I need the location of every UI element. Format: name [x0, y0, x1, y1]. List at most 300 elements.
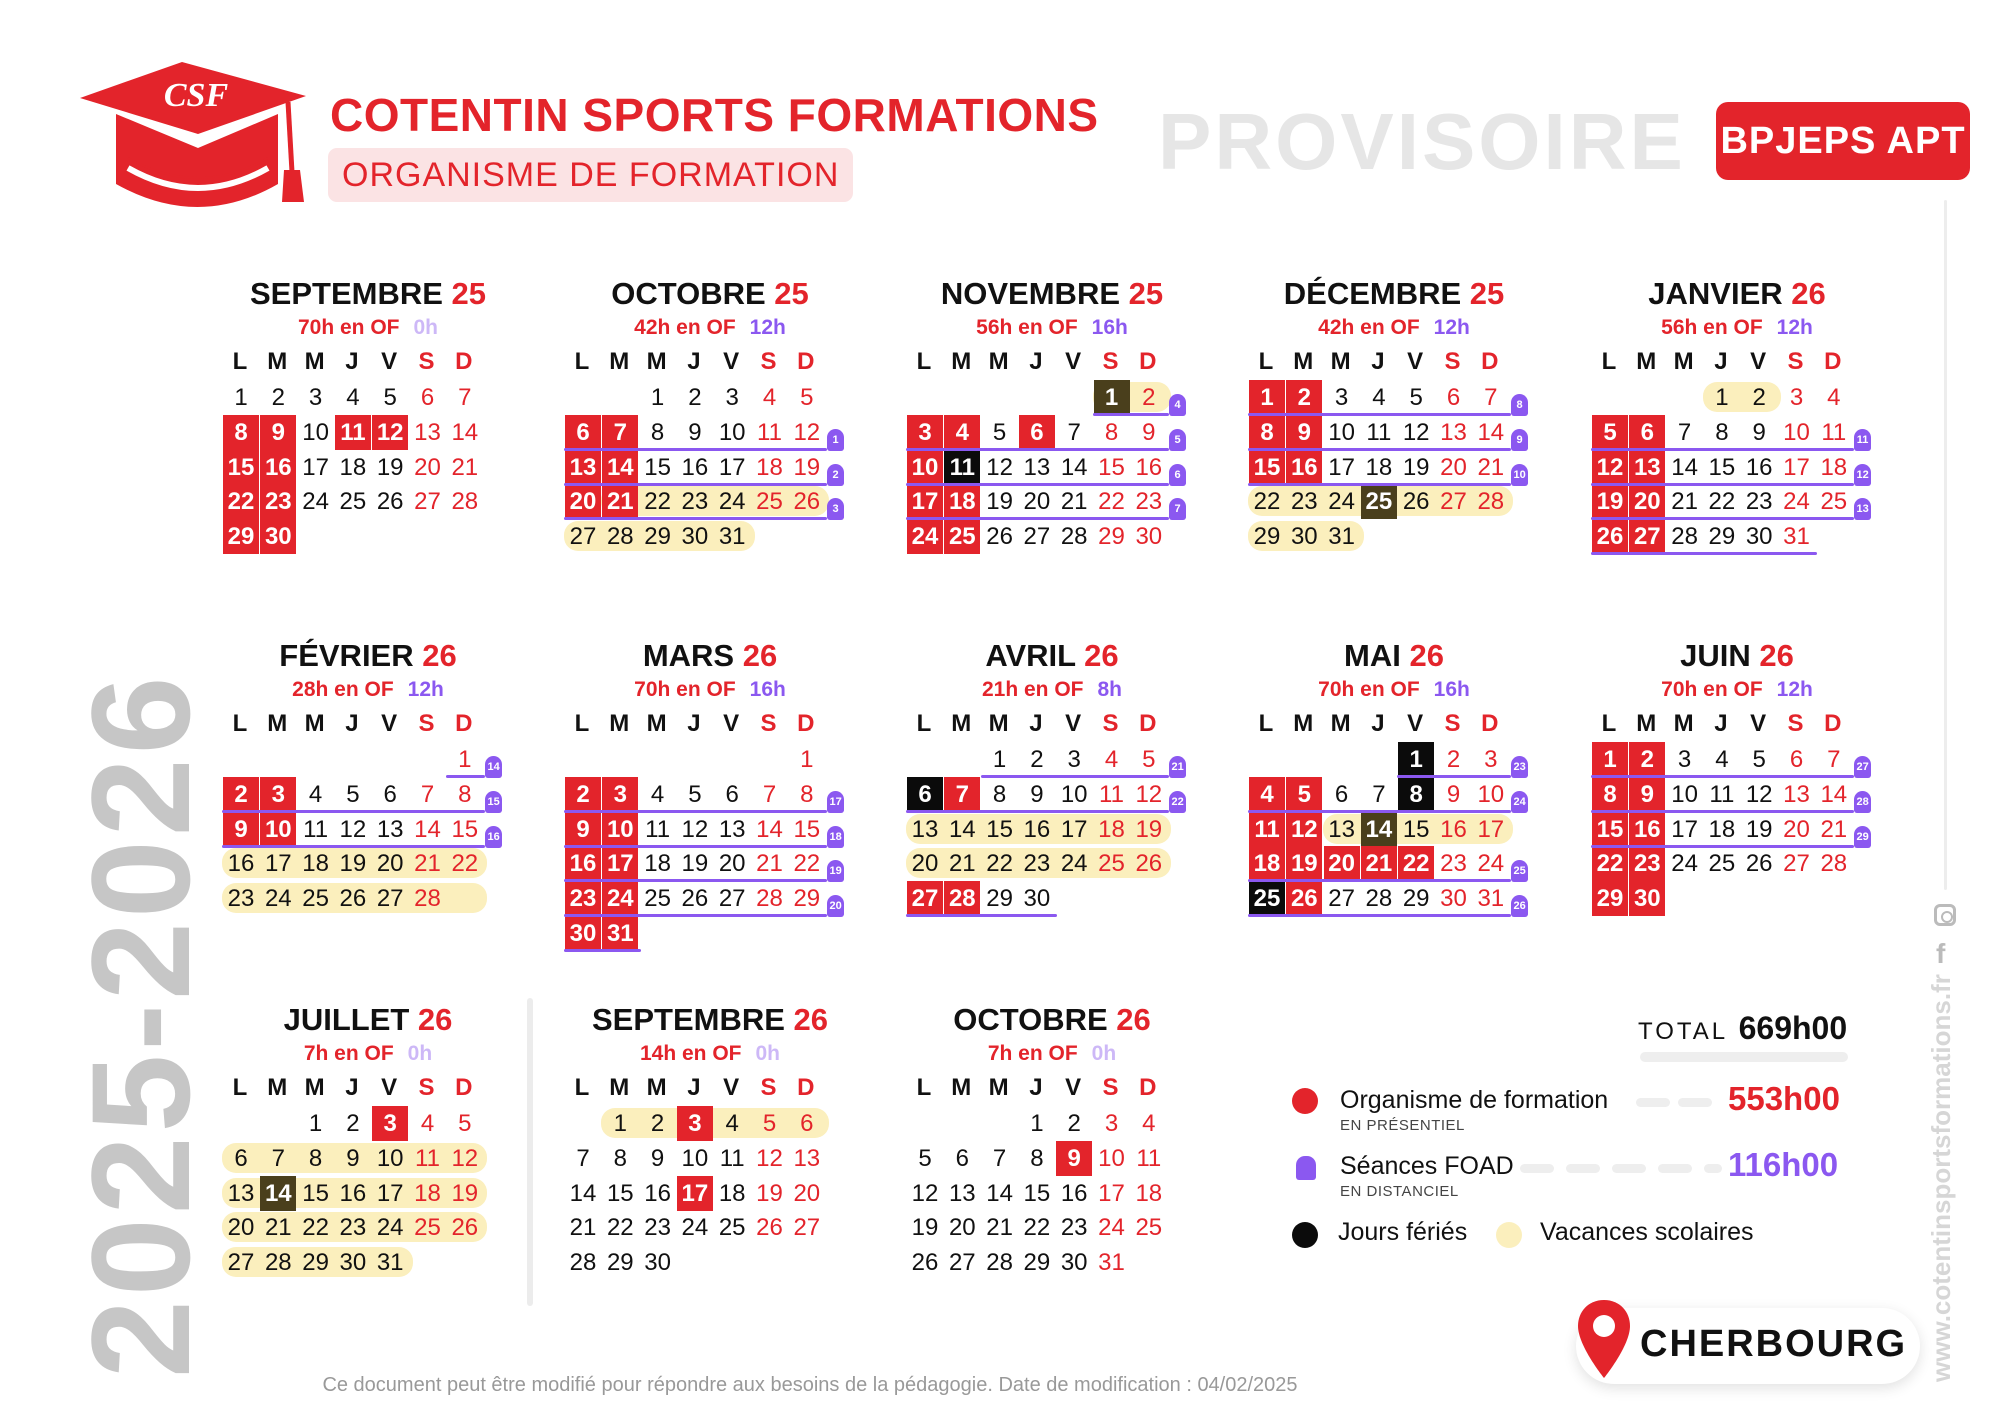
day-cell: 15: [1708, 453, 1736, 481]
day-cell: 26: [986, 523, 1013, 551]
day-cell: 21: [414, 850, 441, 878]
weekday-header: L: [916, 1074, 932, 1101]
foad-session-tab: 27: [1854, 756, 1871, 778]
weekday-header: J: [687, 348, 701, 375]
day-cell: 21: [756, 850, 783, 878]
month-year: 26: [1409, 638, 1444, 673]
month-name: DÉCEMBRE: [1283, 276, 1470, 311]
total-value: 669h00: [1738, 1010, 1848, 1046]
day-cell: 6: [383, 780, 397, 808]
day-cell: 8: [458, 780, 472, 808]
day-cell: 4: [762, 384, 777, 411]
month-hours: [896, 1042, 1208, 1066]
day-cell: 24: [302, 488, 329, 516]
day-cell: 8: [223, 415, 259, 450]
day-cell: 27: [414, 488, 441, 516]
day-cell: 8: [650, 418, 665, 446]
day-cell: 30: [1629, 881, 1665, 916]
day-cell: 20: [414, 453, 441, 481]
day-cell: 4: [650, 780, 665, 808]
day-cell: 5: [1752, 746, 1766, 773]
day-cell: 14: [569, 1179, 597, 1207]
day-cell: 22: [1398, 846, 1434, 881]
day-cell: 7: [271, 1144, 285, 1172]
day-cell: 17: [1098, 1179, 1125, 1207]
day-cell: 1: [992, 746, 1007, 773]
foad-session-line: [1248, 483, 1511, 486]
of-hours: 42h en OF: [634, 316, 736, 339]
day-cell: 15: [793, 815, 821, 843]
day-cell: 22: [1708, 488, 1736, 516]
day-cell: 15: [302, 1179, 329, 1207]
day-cell: 10: [602, 812, 638, 847]
day-cell: 23: [1440, 850, 1467, 878]
map-pin-icon: [1576, 1298, 1632, 1382]
month-hours: [212, 1042, 524, 1066]
weekday-header: S: [760, 1074, 777, 1101]
day-cell: 18: [1820, 453, 1848, 481]
foad-legend-sub: EN DISTANCIEL: [1340, 1183, 1459, 1200]
month-name: SEPTEMBRE: [591, 1002, 794, 1037]
day-cell: 4: [1372, 384, 1386, 411]
day-cell: 17: [602, 846, 638, 881]
day-cell: 30: [1745, 523, 1773, 551]
day-cell: 21: [1671, 488, 1698, 516]
day-cell: 1: [800, 746, 814, 773]
foad-hours: 12h: [749, 316, 786, 339]
vacation-legend-label: Vacances scolaires: [1540, 1218, 1754, 1246]
day-cell: 12: [1402, 418, 1430, 446]
day-cell: 27: [948, 1249, 976, 1277]
of-hours: 56h en OF: [1661, 316, 1763, 339]
day-cell: 22: [302, 1214, 329, 1242]
day-cell: 23: [1629, 846, 1665, 881]
of-hours: 28h en OF: [292, 678, 394, 701]
day-cell: 10: [302, 418, 329, 446]
month-title: [896, 638, 1208, 674]
day-cell: 31: [1098, 1249, 1125, 1277]
total-underline: [1640, 1052, 1848, 1062]
day-grid: [1238, 708, 1550, 922]
weekday-header: M: [988, 710, 1009, 737]
day-cell: 25: [1820, 488, 1848, 516]
day-cell: 16: [1135, 453, 1163, 481]
leader-dash: [1612, 1164, 1646, 1173]
day-cell: 16: [1286, 450, 1322, 485]
day-cell: 11: [1709, 780, 1735, 808]
day-cell: 22: [1253, 488, 1281, 516]
day-cell: 21: [264, 1214, 292, 1242]
foad-session-line: [564, 517, 827, 520]
foad-hours: 0h: [1091, 1042, 1117, 1065]
day-cell: 10: [1477, 780, 1505, 808]
day-cell: 9: [223, 812, 259, 847]
weekday-header: S: [418, 348, 435, 375]
foad-session-tab: 2: [827, 464, 844, 486]
day-cell: 19: [1402, 453, 1430, 481]
day-cell: 15: [606, 1179, 634, 1207]
day-cell: 13: [911, 815, 939, 843]
day-cell: 1: [1249, 380, 1285, 415]
foad-session-tab: 16: [485, 826, 502, 848]
foad-session-tab: 21: [1169, 756, 1186, 778]
weekday-header: V: [1065, 710, 1082, 737]
day-cell: 20: [1440, 453, 1467, 481]
foad-session-tab: 5: [1169, 429, 1186, 451]
month-year: 25: [1128, 276, 1164, 311]
day-cell: 3: [1677, 746, 1692, 773]
day-cell: 29: [1098, 523, 1125, 551]
day-cell: 3: [1484, 746, 1498, 773]
day-cell: 3: [1067, 746, 1081, 773]
month-title: [212, 638, 524, 674]
foad-session-line: [1591, 775, 1854, 778]
foad-session-tab: 24: [1511, 791, 1528, 813]
day-cell: 30: [1135, 523, 1163, 551]
day-cell: 10: [1328, 418, 1355, 446]
day-cell: 22: [1098, 488, 1125, 516]
weekday-header: M: [267, 710, 288, 737]
weekday-header: J: [1029, 1074, 1043, 1101]
foad-session-tab: 14: [485, 756, 502, 778]
day-cell: 4: [1104, 746, 1119, 773]
holiday-legend-dot: [1292, 1222, 1318, 1248]
month-name: OCTOBRE: [611, 276, 775, 311]
day-cell: 26: [1286, 881, 1322, 916]
day-cell: 1: [308, 1110, 323, 1137]
foad-session-line: [1591, 483, 1854, 486]
weekday-header: V: [723, 1074, 740, 1101]
day-cell: 27: [1629, 519, 1665, 554]
day-cell: 2: [346, 1110, 360, 1137]
day-cell: 25: [718, 1214, 746, 1242]
day-cell: 29: [1023, 1249, 1051, 1277]
foad-value: 116h00: [1728, 1146, 1839, 1183]
foad-hours: 12h: [1433, 316, 1470, 339]
day-cell: 28: [264, 1249, 292, 1277]
day-cell: 2: [1629, 742, 1665, 777]
month-title: [1238, 638, 1550, 674]
day-cell: 20: [948, 1214, 976, 1242]
day-cell: 9: [1056, 1141, 1092, 1176]
day-cell: 26: [1745, 850, 1773, 878]
day-cell: 11: [1366, 418, 1392, 446]
day-cell: 19: [451, 1179, 479, 1207]
day-cell: 18: [1135, 1179, 1163, 1207]
of-hours: 42h en OF: [1318, 316, 1420, 339]
weekday-header: L: [574, 348, 590, 375]
weekday-header: D: [1824, 348, 1842, 375]
foad-session-line: [1093, 413, 1170, 416]
day-cell: 21: [1361, 846, 1397, 881]
weekday-header: S: [1102, 348, 1119, 375]
of-hours: 7h en OF: [303, 1042, 394, 1065]
weekday-header: D: [1139, 710, 1157, 737]
day-cell: 13: [565, 450, 601, 485]
day-cell: 7: [420, 780, 435, 808]
foad-session-tab: 29: [1854, 826, 1871, 848]
day-cell: 20: [1629, 484, 1665, 519]
day-cell: 28: [756, 885, 783, 913]
weekday-header: S: [418, 710, 435, 737]
weekday-header: J: [345, 710, 359, 737]
month-year: 26: [422, 638, 457, 673]
day-cell: 24: [1060, 850, 1088, 878]
weekday-header: M: [1293, 710, 1314, 737]
month-name: JUIN: [1680, 638, 1760, 673]
day-cell: 10: [260, 812, 296, 847]
month-title: [554, 638, 866, 674]
day-cell: 5: [1286, 777, 1322, 812]
footer-note: Ce document peut être modifié pour répondre aux besoins de la pédagogie. Date de modification : 04/02/2025: [322, 1374, 1298, 1396]
month-hours: [1238, 678, 1550, 702]
day-cell: 31: [376, 1249, 404, 1277]
day-cell: 16: [565, 846, 601, 881]
foad-session-line: [1397, 775, 1511, 778]
day-cell: 1: [1592, 742, 1628, 777]
day-cell: 4: [725, 1110, 739, 1137]
foad-session-line: [906, 448, 1169, 451]
day-cell: 8: [1030, 1144, 1044, 1172]
foad-session-tab: 28: [1854, 791, 1871, 813]
day-cell: 14: [986, 1179, 1013, 1207]
weekday-header: J: [1371, 710, 1385, 737]
day-cell: 30: [1290, 523, 1318, 551]
day-cell: 19: [1286, 846, 1322, 881]
facebook-icon[interactable]: f: [1936, 938, 1946, 969]
day-cell: 21: [986, 1214, 1013, 1242]
month-name: OCTOBRE: [953, 1002, 1117, 1037]
foad-session-line: [222, 845, 485, 848]
day-cell: 8: [613, 1144, 627, 1172]
foad-hours: 16h: [749, 678, 786, 701]
weekday-header: M: [646, 710, 667, 737]
day-cell: 11: [1099, 780, 1124, 808]
day-grid: [554, 346, 866, 560]
day-cell: 12: [911, 1179, 939, 1207]
day-cell: 8: [1398, 777, 1434, 812]
day-cell: 17: [677, 1176, 713, 1211]
day-cell: 12: [1745, 780, 1773, 808]
day-cell: 3: [1334, 384, 1349, 411]
day-grid: [554, 1072, 866, 1286]
day-cell: 29: [302, 1249, 329, 1277]
day-cell: 16: [1629, 812, 1665, 847]
month-hours: [554, 316, 866, 340]
day-cell: 23: [1135, 488, 1163, 516]
foad-hours: 0h: [755, 1042, 781, 1065]
day-cell: 17: [1060, 815, 1088, 843]
foad-session-line: [564, 483, 827, 486]
day-cell: 12: [1135, 780, 1163, 808]
day-cell: 6: [1789, 746, 1804, 773]
day-cell: 7: [1827, 746, 1841, 773]
weekday-header: L: [232, 348, 248, 375]
day-cell: 17: [264, 850, 292, 878]
day-cell: 26: [911, 1249, 939, 1277]
day-cell: 15: [1098, 453, 1125, 481]
day-grid: [896, 1072, 1208, 1286]
weekday-header: D: [797, 710, 815, 737]
weekday-header: L: [1601, 710, 1617, 737]
day-cell: 23: [1060, 1214, 1088, 1242]
day-cell: 28: [1365, 885, 1393, 913]
foad-legend-icon: [1296, 1156, 1316, 1180]
day-cell: 25: [644, 885, 671, 913]
day-cell: 5: [800, 384, 814, 411]
day-cell: 6: [1019, 415, 1055, 450]
day-cell: 6: [565, 415, 601, 450]
month-title: [1581, 276, 1893, 312]
day-cell: 11: [645, 815, 671, 843]
weekday-header: L: [574, 1074, 590, 1101]
weekday-header: M: [1293, 348, 1314, 375]
day-cell: 13: [793, 1144, 821, 1172]
day-cell: 23: [681, 488, 709, 516]
day-cell: 16: [260, 450, 296, 485]
day-cell: 7: [1484, 384, 1498, 411]
month-calendar: [896, 1002, 1208, 1286]
weekday-header: D: [1824, 710, 1842, 737]
day-cell: 16: [681, 453, 709, 481]
day-cell: 25: [414, 1214, 441, 1242]
day-cell: 6: [420, 384, 435, 411]
day-cell: 30: [644, 1249, 671, 1277]
day-cell: 5: [918, 1144, 932, 1172]
day-cell: 24: [681, 1214, 709, 1242]
day-cell: 14: [756, 815, 783, 843]
day-cell: 8: [1104, 418, 1119, 446]
weekday-header: L: [916, 348, 932, 375]
weekday-header: M: [1636, 710, 1657, 737]
day-cell: 19: [339, 850, 367, 878]
total-label: TOTAL: [1638, 1018, 1729, 1045]
of-hours: 70h en OF: [1661, 678, 1763, 701]
weekday-header: L: [1258, 348, 1274, 375]
leader-dash: [1636, 1098, 1670, 1107]
weekday-header: J: [1714, 710, 1728, 737]
day-cell: 7: [992, 1144, 1007, 1172]
day-cell: 25: [756, 488, 783, 516]
day-grid: [212, 708, 524, 922]
leader-dash: [1658, 1164, 1692, 1173]
weekday-header: V: [1407, 710, 1424, 737]
day-cell: 3: [372, 1106, 408, 1141]
day-cell: 26: [1402, 488, 1430, 516]
month-calendar: [554, 1002, 866, 1286]
day-cell: 29: [1592, 881, 1628, 916]
day-cell: 29: [1402, 885, 1430, 913]
day-cell: 15: [644, 453, 671, 481]
day-cell: 15: [1402, 815, 1430, 843]
day-cell: 27: [1440, 488, 1467, 516]
day-cell: 24: [1328, 488, 1355, 516]
day-cell: 11: [944, 450, 980, 485]
day-cell: 27: [907, 881, 943, 916]
foad-session-line: [1591, 552, 1817, 555]
leader-dash: [1520, 1164, 1554, 1173]
day-cell: 23: [227, 885, 255, 913]
day-cell: 3: [1789, 384, 1804, 411]
foad-session-tab: 25: [1511, 860, 1528, 882]
day-grid: [1581, 346, 1893, 560]
day-cell: 17: [1783, 453, 1810, 481]
day-cell: 10: [1671, 780, 1698, 808]
foad-session-line: [1591, 845, 1854, 848]
day-cell: 9: [688, 418, 702, 446]
day-cell: 4: [420, 1110, 435, 1137]
foad-session-tab: 15: [485, 791, 502, 813]
day-cell: 18: [718, 1179, 746, 1207]
of-legend-label: Organisme de formation: [1340, 1086, 1609, 1114]
day-cell: 8: [1249, 415, 1285, 450]
month-title: [1238, 276, 1550, 312]
weekday-header: L: [574, 710, 590, 737]
month-title: [896, 276, 1208, 312]
day-cell: 27: [569, 523, 597, 551]
foad-hours: 16h: [1091, 316, 1128, 339]
day-cell: 5: [346, 780, 360, 808]
day-cell: 13: [1783, 780, 1810, 808]
day-cell: 4: [308, 780, 323, 808]
website-link[interactable]: www.cotentinsportsformations.fr: [1926, 974, 1956, 1382]
day-cell: 20: [227, 1214, 255, 1242]
foad-session-line: [446, 775, 485, 778]
foad-session-line: [1591, 810, 1854, 813]
day-cell: 29: [223, 519, 259, 554]
day-cell: 11: [1821, 418, 1847, 446]
day-grid: [212, 346, 524, 560]
day-cell: 16: [644, 1179, 671, 1207]
foad-session-tab: 7: [1169, 498, 1186, 520]
side-divider: [1944, 200, 1947, 890]
day-cell: 7: [1067, 418, 1081, 446]
day-cell: 11: [335, 415, 371, 450]
month-year: 26: [417, 1002, 453, 1037]
weekday-header: V: [381, 710, 398, 737]
month-year: 26: [1116, 1002, 1151, 1037]
day-cell: 21: [451, 453, 479, 481]
weekday-header: J: [345, 348, 359, 375]
day-cell: 10: [1098, 1144, 1125, 1172]
weekday-header: V: [1750, 348, 1767, 375]
instagram-icon[interactable]: [1934, 904, 1956, 926]
day-cell: 28: [1477, 488, 1505, 516]
foad-session-tab: 9: [1511, 429, 1528, 451]
leader-dash: [1678, 1098, 1712, 1107]
section-divider: [527, 998, 533, 1306]
day-cell: 13: [376, 815, 404, 843]
day-cell: 7: [762, 780, 777, 808]
month-title: [212, 276, 524, 312]
day-cell: 9: [565, 812, 601, 847]
day-cell: 9: [1286, 415, 1322, 450]
day-cell: 7: [458, 384, 472, 411]
day-cell: 14: [602, 450, 638, 485]
day-cell: 24: [376, 1214, 404, 1242]
day-cell: 22: [1023, 1214, 1051, 1242]
foad-session-line: [1248, 914, 1511, 917]
weekday-header: V: [723, 348, 740, 375]
month-year: 25: [774, 276, 809, 311]
day-cell: 30: [1023, 885, 1051, 913]
day-cell: 14: [451, 418, 479, 446]
day-grid: [1238, 346, 1550, 560]
day-cell: 15: [1592, 812, 1628, 847]
weekday-header: V: [1065, 1074, 1082, 1101]
day-cell: 17: [376, 1179, 404, 1207]
day-cell: 24: [1671, 850, 1698, 878]
